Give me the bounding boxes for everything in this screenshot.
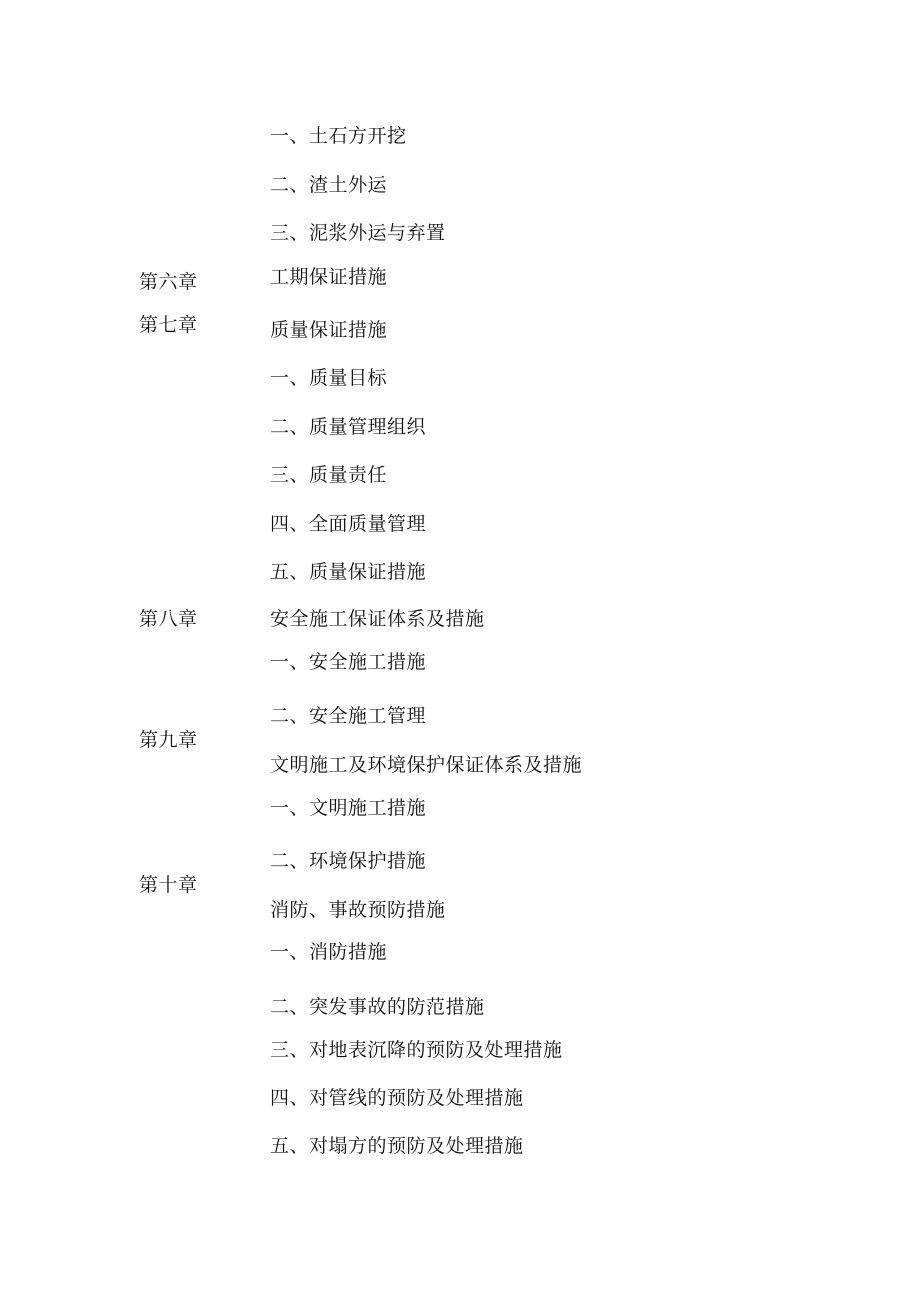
toc-entry-10-5: 五、对塌方的预防及处理措施 — [270, 1135, 524, 1157]
toc-entry-9-2: 二、环境保护措施 — [270, 850, 427, 872]
toc-chapter-7-label: 第七章 — [139, 314, 198, 336]
toc-chapter-7-title: 质量保证措施 — [270, 319, 388, 341]
toc-entry-9-1: 一、文明施工措施 — [270, 797, 427, 819]
toc-entry-5-1: 一、土石方开挖 — [270, 125, 407, 147]
toc-chapter-10-title: 消防、事故预防措施 — [270, 899, 446, 921]
toc-entry-8-1: 一、安全施工措施 — [270, 651, 427, 673]
toc-chapter-8-label: 第八章 — [139, 608, 198, 630]
toc-entry-7-2: 二、质量管理组织 — [270, 416, 427, 438]
toc-entry-7-3: 三、质量责任 — [270, 464, 388, 486]
toc-chapter-10-label: 第十章 — [139, 874, 198, 896]
toc-entry-7-1: 一、质量目标 — [270, 367, 388, 389]
toc-entry-8-2: 二、安全施工管理 — [270, 705, 427, 727]
toc-chapter-8-title: 安全施工保证体系及措施 — [270, 608, 485, 630]
toc-entry-5-3: 三、泥浆外运与弃置 — [270, 222, 446, 244]
toc-chapter-6-label: 第六章 — [139, 271, 198, 293]
toc-chapter-6-title: 工期保证措施 — [270, 266, 388, 288]
toc-chapter-9-title: 文明施工及环境保护保证体系及措施 — [270, 754, 583, 776]
toc-entry-10-4: 四、对管线的预防及处理措施 — [270, 1087, 524, 1109]
toc-entry-7-5: 五、质量保证措施 — [270, 561, 427, 583]
toc-entry-10-2: 二、突发事故的防范措施 — [270, 996, 485, 1018]
toc-entry-10-1: 一、消防措施 — [270, 941, 388, 963]
toc-entry-10-3: 三、对地表沉降的预防及处理措施 — [270, 1039, 563, 1061]
toc-chapter-9-label: 第九章 — [139, 729, 198, 751]
toc-entry-7-4: 四、全面质量管理 — [270, 513, 427, 535]
toc-entry-5-2: 二、渣土外运 — [270, 174, 388, 196]
